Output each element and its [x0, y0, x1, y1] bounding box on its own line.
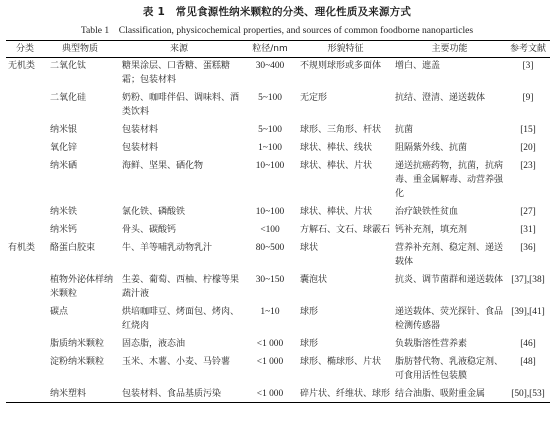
row-name: 二氧化钛 [50, 61, 87, 71]
row-name: 纳米硒 [50, 161, 78, 171]
row-source: 骨头、碳酸钙 [122, 225, 177, 235]
row-ref: [46] [520, 339, 536, 349]
row-function: 负载脂溶性营养素 [395, 339, 468, 349]
row-category [6, 156, 44, 202]
row-size: 10~100 [255, 161, 285, 171]
row-ref: [39],[41] [511, 307, 545, 317]
row-size: 1~10 [260, 307, 280, 317]
table-row [6, 202, 550, 220]
row-shape: 方解石、文石、球霰石 [300, 225, 391, 235]
table-body [6, 58, 550, 403]
row-ref: [31] [520, 225, 536, 235]
row-name: 植物外泌体样纳米颗粒 [50, 275, 114, 299]
table-row [6, 88, 550, 120]
row-shape: 碎片状、纤维状、球形 [298, 384, 393, 403]
row-name: 纳米塑料 [44, 384, 116, 403]
row-category: 有机类 [8, 243, 36, 253]
table-row [6, 352, 550, 384]
row-category [6, 302, 44, 334]
row-ref: [48] [520, 357, 536, 367]
row-ref: [50],[53] [506, 384, 550, 403]
row-category [6, 138, 44, 156]
row-size: 5~100 [258, 125, 282, 135]
row-ref: [23] [520, 161, 536, 171]
header-name: 典型物质 [44, 41, 116, 58]
table-row [6, 302, 550, 334]
row-source: 烘培咖啡豆、烤面包、烤肉、红烧肉 [122, 307, 240, 331]
table-row [6, 220, 550, 238]
row-function: 脂肪替代物、乳液稳定剂、可食用活性包装膜 [395, 357, 504, 381]
header-shape: 形貌特征 [298, 41, 393, 58]
row-function: 钙补充剂，填充剂 [395, 225, 468, 235]
table-row [6, 58, 550, 89]
row-shape: 球状、棒状、片状 [300, 207, 373, 217]
row-size: <100 [260, 225, 280, 235]
row-ref: [3] [522, 61, 534, 71]
nanoparticle-table [6, 40, 550, 403]
row-source: 玉米、木薯、小麦、马铃薯 [122, 357, 231, 367]
row-shape: 球形 [300, 339, 319, 349]
row-size: 10~100 [255, 207, 285, 217]
row-size: 80~500 [255, 243, 285, 253]
row-source: 固态脂，液态油 [122, 339, 186, 349]
row-name: 脂质纳米颗粒 [50, 339, 105, 349]
row-shape: 球形 [300, 307, 319, 317]
row-category [6, 352, 44, 384]
row-shape: 球形、三角形、杆状 [300, 125, 382, 135]
row-source: 氯化铁、磷酸铁 [122, 207, 186, 217]
row-source: 包装材料、食品基质污染 [116, 384, 242, 403]
row-shape: 球状、棒状、线状 [300, 143, 373, 153]
row-size: 30~150 [255, 275, 285, 285]
row-shape: 囊泡状 [300, 275, 328, 285]
header-ref: 参考文献 [506, 41, 550, 58]
row-source: 海鲜、坚果、硒化物 [122, 161, 204, 171]
row-category [6, 120, 44, 138]
header-category: 分类 [6, 41, 44, 58]
row-ref: [15] [520, 125, 536, 135]
table-row [6, 156, 550, 202]
row-function: 增白、遮盖 [395, 61, 441, 71]
row-shape: 不规则球形或多面体 [300, 61, 382, 71]
row-shape: 球状 [300, 243, 319, 253]
row-function: 营养补充剂、稳定剂、递送载体 [395, 243, 504, 267]
row-shape: 无定形 [300, 93, 328, 103]
header-function: 主要功能 [393, 41, 506, 58]
header-source: 来源 [116, 41, 242, 58]
table-row [6, 120, 550, 138]
row-source: 包装材料 [122, 125, 159, 135]
row-ref: [37],[38] [511, 275, 545, 285]
row-name: 二氧化硅 [50, 93, 87, 103]
row-name: 纳米银 [50, 125, 78, 135]
table-row [6, 238, 550, 270]
row-shape: 球状、棒状、片状 [300, 161, 373, 171]
row-source: 包装材料 [122, 143, 159, 153]
row-function: 递送抗癌药物，抗菌，抗病毒、重金属解毒、动营养强化 [395, 161, 504, 199]
row-name: 氧化锌 [50, 143, 78, 153]
row-function: 结合油脂、吸附重金属 [393, 384, 506, 403]
row-category [6, 270, 44, 302]
row-size: <1 000 [256, 357, 284, 367]
table-title-cn: 表 1 常见食源性纳米颗粒的分类、理化性质及来源方式 [142, 6, 412, 18]
row-size: 5~100 [258, 93, 282, 103]
row-size: <1 000 [256, 339, 284, 349]
row-source: 牛、羊等哺乳动物乳汁 [122, 243, 213, 253]
row-function: 抗结、澄清、递送载体 [395, 93, 486, 103]
row-category [6, 88, 44, 120]
row-ref: [36] [520, 243, 536, 253]
row-source: 生姜、葡萄、西柚、柠檬等果蔬汁液 [122, 275, 240, 299]
row-function: 阻隔紫外线、抗菌 [395, 143, 468, 153]
row-function: 治疗缺铁性贫血 [395, 207, 459, 217]
row-size: 30~400 [255, 61, 285, 71]
row-function: 抗炎、调节菌群和递送载体 [395, 275, 504, 285]
row-function: 抗菌 [395, 125, 414, 135]
table-row [6, 270, 550, 302]
row-name: 纳米钙 [50, 225, 78, 235]
row-source: 糖果涂层、口香糖、蛋糕糖霜；包装材料 [122, 61, 231, 85]
row-name: 碳点 [50, 307, 69, 317]
table-row [6, 384, 550, 403]
row-name: 纳米铁 [50, 207, 78, 217]
row-shape: 球形、椭球形、片状 [300, 357, 382, 367]
table-row [6, 138, 550, 156]
table-row [6, 334, 550, 352]
row-ref: [20] [520, 143, 536, 153]
table-header-row [6, 41, 550, 58]
row-category [6, 384, 44, 403]
row-source: 奶粉、咖啡伴侣、调味料、酒类饮料 [122, 93, 240, 117]
row-category: 无机类 [8, 61, 36, 71]
row-ref: [27] [520, 207, 536, 217]
row-category [6, 334, 44, 352]
table-title-en: Table 1 Classification, physicochemical properties, and sources of common foodborne nanoparticles [80, 25, 474, 36]
header-size: 粒径/nm [242, 41, 298, 58]
row-name: 酪蛋白胶束 [50, 243, 96, 253]
row-size: 1~100 [258, 143, 282, 153]
row-function: 递送载体、荧光探针、食品检测传感器 [395, 307, 504, 331]
row-ref: [9] [522, 93, 534, 103]
row-size: <1 000 [242, 384, 298, 403]
row-name: 淀粉纳米颗粒 [50, 357, 105, 367]
row-category [6, 202, 44, 220]
row-category [6, 220, 44, 238]
